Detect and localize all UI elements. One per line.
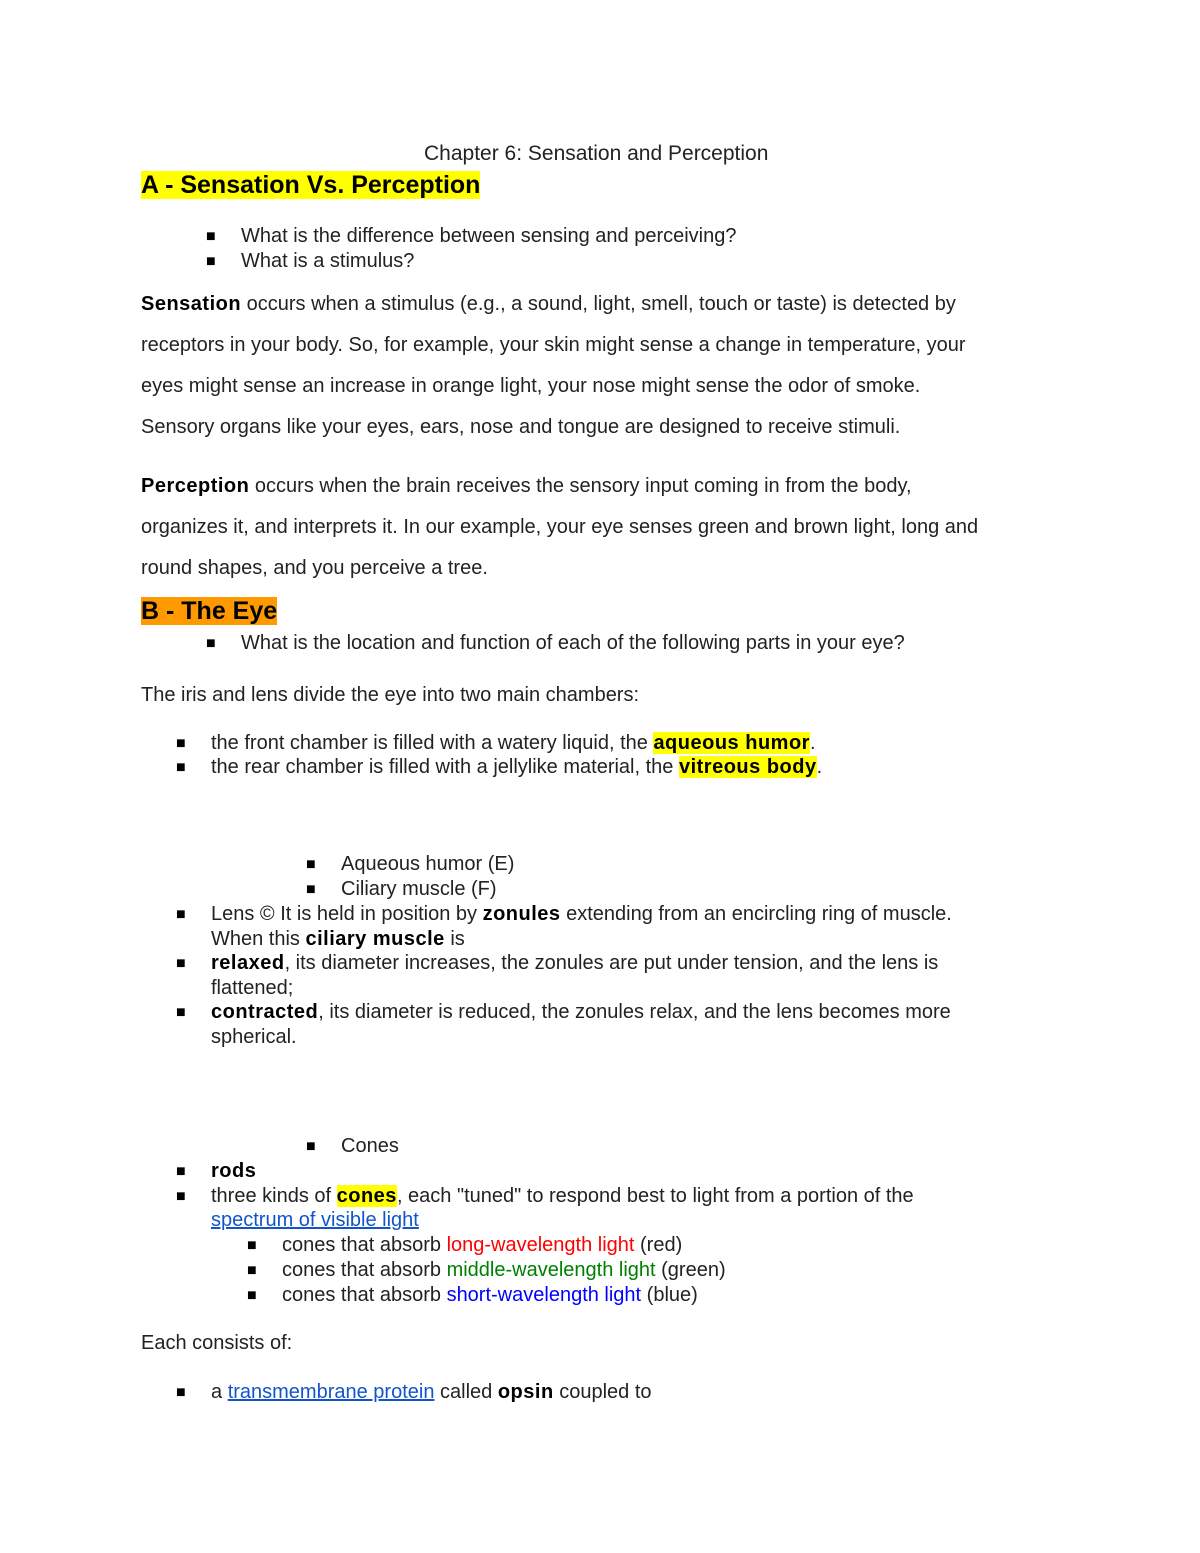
bullet-icon: ■ bbox=[306, 881, 316, 898]
question-item: What is the difference between sensing and perceiving? bbox=[241, 225, 737, 247]
spectrum-link[interactable]: spectrum of visible light bbox=[211, 1209, 419, 1231]
perception-line-2: organizes it, and interprets it. In our example, your eye senses green and brown light, long and bbox=[141, 516, 979, 538]
lens-cont-text: When this bbox=[211, 928, 306, 950]
rods-item bbox=[211, 1159, 256, 1183]
bullet-icon: ■ bbox=[247, 1237, 257, 1254]
rear-chamber-item bbox=[211, 755, 822, 779]
sensation-line-2: receptors in your body. So, for example, your skin might sense a change in temperature, your bbox=[141, 334, 966, 356]
lens-item bbox=[211, 902, 952, 926]
contracted-text: , its diameter is reduced, the zonules relax, and the lens becomes more bbox=[318, 1001, 951, 1023]
opsin-term: opsin bbox=[497, 1381, 554, 1403]
bullet-icon: ■ bbox=[176, 1384, 186, 1401]
cone-type-color-label: (red) bbox=[634, 1234, 683, 1256]
opsin-end-text: coupled to bbox=[553, 1381, 652, 1403]
cone-type-middle bbox=[282, 1258, 726, 1282]
ciliary-muscle-term: ciliary muscle bbox=[305, 928, 445, 950]
contracted-cont: spherical. bbox=[211, 1026, 297, 1048]
short-wavelength-text: short-wavelength light bbox=[446, 1284, 642, 1306]
cone-type-color-label: (green) bbox=[655, 1259, 726, 1281]
rods-term: rods bbox=[211, 1160, 257, 1182]
cone-type-short bbox=[282, 1283, 698, 1307]
consists-intro: Each consists of: bbox=[141, 1332, 293, 1354]
bullet-icon: ■ bbox=[176, 1188, 186, 1205]
sensation-line-3: eyes might sense an increase in orange light, your nose might sense the odor of smoke. bbox=[141, 375, 921, 397]
sensation-line-4: Sensory organs like your eyes, ears, nose and tongue are designed to receive stimuli. bbox=[141, 416, 901, 438]
cone-type-long bbox=[282, 1233, 682, 1257]
bullet-icon: ■ bbox=[306, 856, 316, 873]
cones-label: Cones bbox=[341, 1135, 399, 1157]
aqueous-humor-term: aqueous humor bbox=[653, 732, 810, 754]
relaxed-item bbox=[211, 951, 938, 975]
part-item: Ciliary muscle (F) bbox=[341, 878, 497, 900]
lens-item-cont bbox=[211, 927, 465, 951]
sensation-line-1 bbox=[141, 292, 956, 316]
bullet-icon: ■ bbox=[176, 735, 186, 752]
question-item: What is a stimulus? bbox=[241, 250, 415, 272]
sensation-text: occurs when a stimulus (e.g., a sound, light, smell, touch or taste) is detected by bbox=[241, 293, 956, 315]
rear-chamber-text: the rear chamber is filled with a jellylike material, the bbox=[211, 756, 679, 778]
sensation-term: Sensation bbox=[141, 293, 242, 315]
cones-item-cont bbox=[211, 1208, 419, 1232]
vitreous-body-term: vitreous body bbox=[678, 756, 817, 778]
bullet-icon: ■ bbox=[206, 228, 216, 245]
perception-term: Perception bbox=[141, 475, 250, 497]
opsin-text: a bbox=[211, 1381, 228, 1403]
section-b-heading bbox=[141, 595, 277, 627]
contracted-term: contracted bbox=[211, 1001, 319, 1023]
page-title bbox=[424, 142, 768, 166]
lens-text: Lens © It is held in position by bbox=[211, 903, 483, 925]
bullet-icon: ■ bbox=[247, 1262, 257, 1279]
lens-cont-end: is bbox=[444, 928, 465, 950]
chambers-intro: The iris and lens divide the eye into two main chambers: bbox=[141, 684, 640, 706]
opsin-mid-text: called bbox=[434, 1381, 498, 1403]
rear-chamber-end: . bbox=[816, 756, 823, 778]
relaxed-text: , its diameter increases, the zonules are put under tension, and the lens is bbox=[284, 952, 939, 974]
page-title-text: Chapter 6: Sensation and Perception bbox=[424, 142, 769, 165]
bullet-icon: ■ bbox=[176, 955, 186, 972]
front-chamber-item bbox=[211, 731, 816, 755]
perception-text: occurs when the brain receives the sensory input coming in from the body, bbox=[249, 475, 912, 497]
front-chamber-end: . bbox=[809, 732, 816, 754]
contracted-item bbox=[211, 1000, 951, 1024]
cones-item-end: , each "tuned" to respond best to light from a portion of the bbox=[396, 1185, 914, 1207]
relaxed-cont: flattened; bbox=[211, 977, 294, 999]
cones-term: cones bbox=[336, 1185, 397, 1207]
cones-item-text: three kinds of bbox=[211, 1185, 337, 1207]
perception-line-3: round shapes, and you perceive a tree. bbox=[141, 557, 488, 579]
part-item: Aqueous humor (E) bbox=[341, 853, 515, 875]
cone-type-color-label: (blue) bbox=[641, 1284, 698, 1306]
bullet-icon: ■ bbox=[176, 759, 186, 776]
transmembrane-protein-link[interactable]: transmembrane protein bbox=[227, 1381, 435, 1403]
cone-type-text: cones that absorb bbox=[282, 1234, 447, 1256]
long-wavelength-text: long-wavelength light bbox=[446, 1234, 635, 1256]
zonules-term: zonules bbox=[482, 903, 561, 925]
bullet-icon: ■ bbox=[176, 1004, 186, 1021]
opsin-item bbox=[211, 1380, 652, 1404]
cones-item bbox=[211, 1184, 914, 1208]
section-a-heading bbox=[141, 169, 480, 201]
bullet-icon: ■ bbox=[206, 253, 216, 270]
bullet-icon: ■ bbox=[176, 906, 186, 923]
bullet-icon: ■ bbox=[206, 635, 216, 652]
cone-type-text: cones that absorb bbox=[282, 1284, 447, 1306]
lens-text-end: extending from an encircling ring of muscle. bbox=[560, 903, 952, 925]
cone-type-text: cones that absorb bbox=[282, 1259, 447, 1281]
section-b-question: What is the location and function of each of the following parts in your eye? bbox=[241, 632, 905, 654]
bullet-icon: ■ bbox=[306, 1138, 316, 1155]
section-b-heading-text: B - The Eye bbox=[141, 597, 278, 625]
middle-wavelength-text: middle-wavelength light bbox=[446, 1259, 656, 1281]
bullet-icon: ■ bbox=[176, 1163, 186, 1180]
bullet-icon: ■ bbox=[247, 1287, 257, 1304]
front-chamber-text: the front chamber is filled with a watery liquid, the bbox=[211, 732, 654, 754]
relaxed-term: relaxed bbox=[211, 952, 285, 974]
perception-line-1 bbox=[141, 474, 912, 498]
section-a-heading-text: A - Sensation Vs. Perception bbox=[141, 171, 481, 199]
